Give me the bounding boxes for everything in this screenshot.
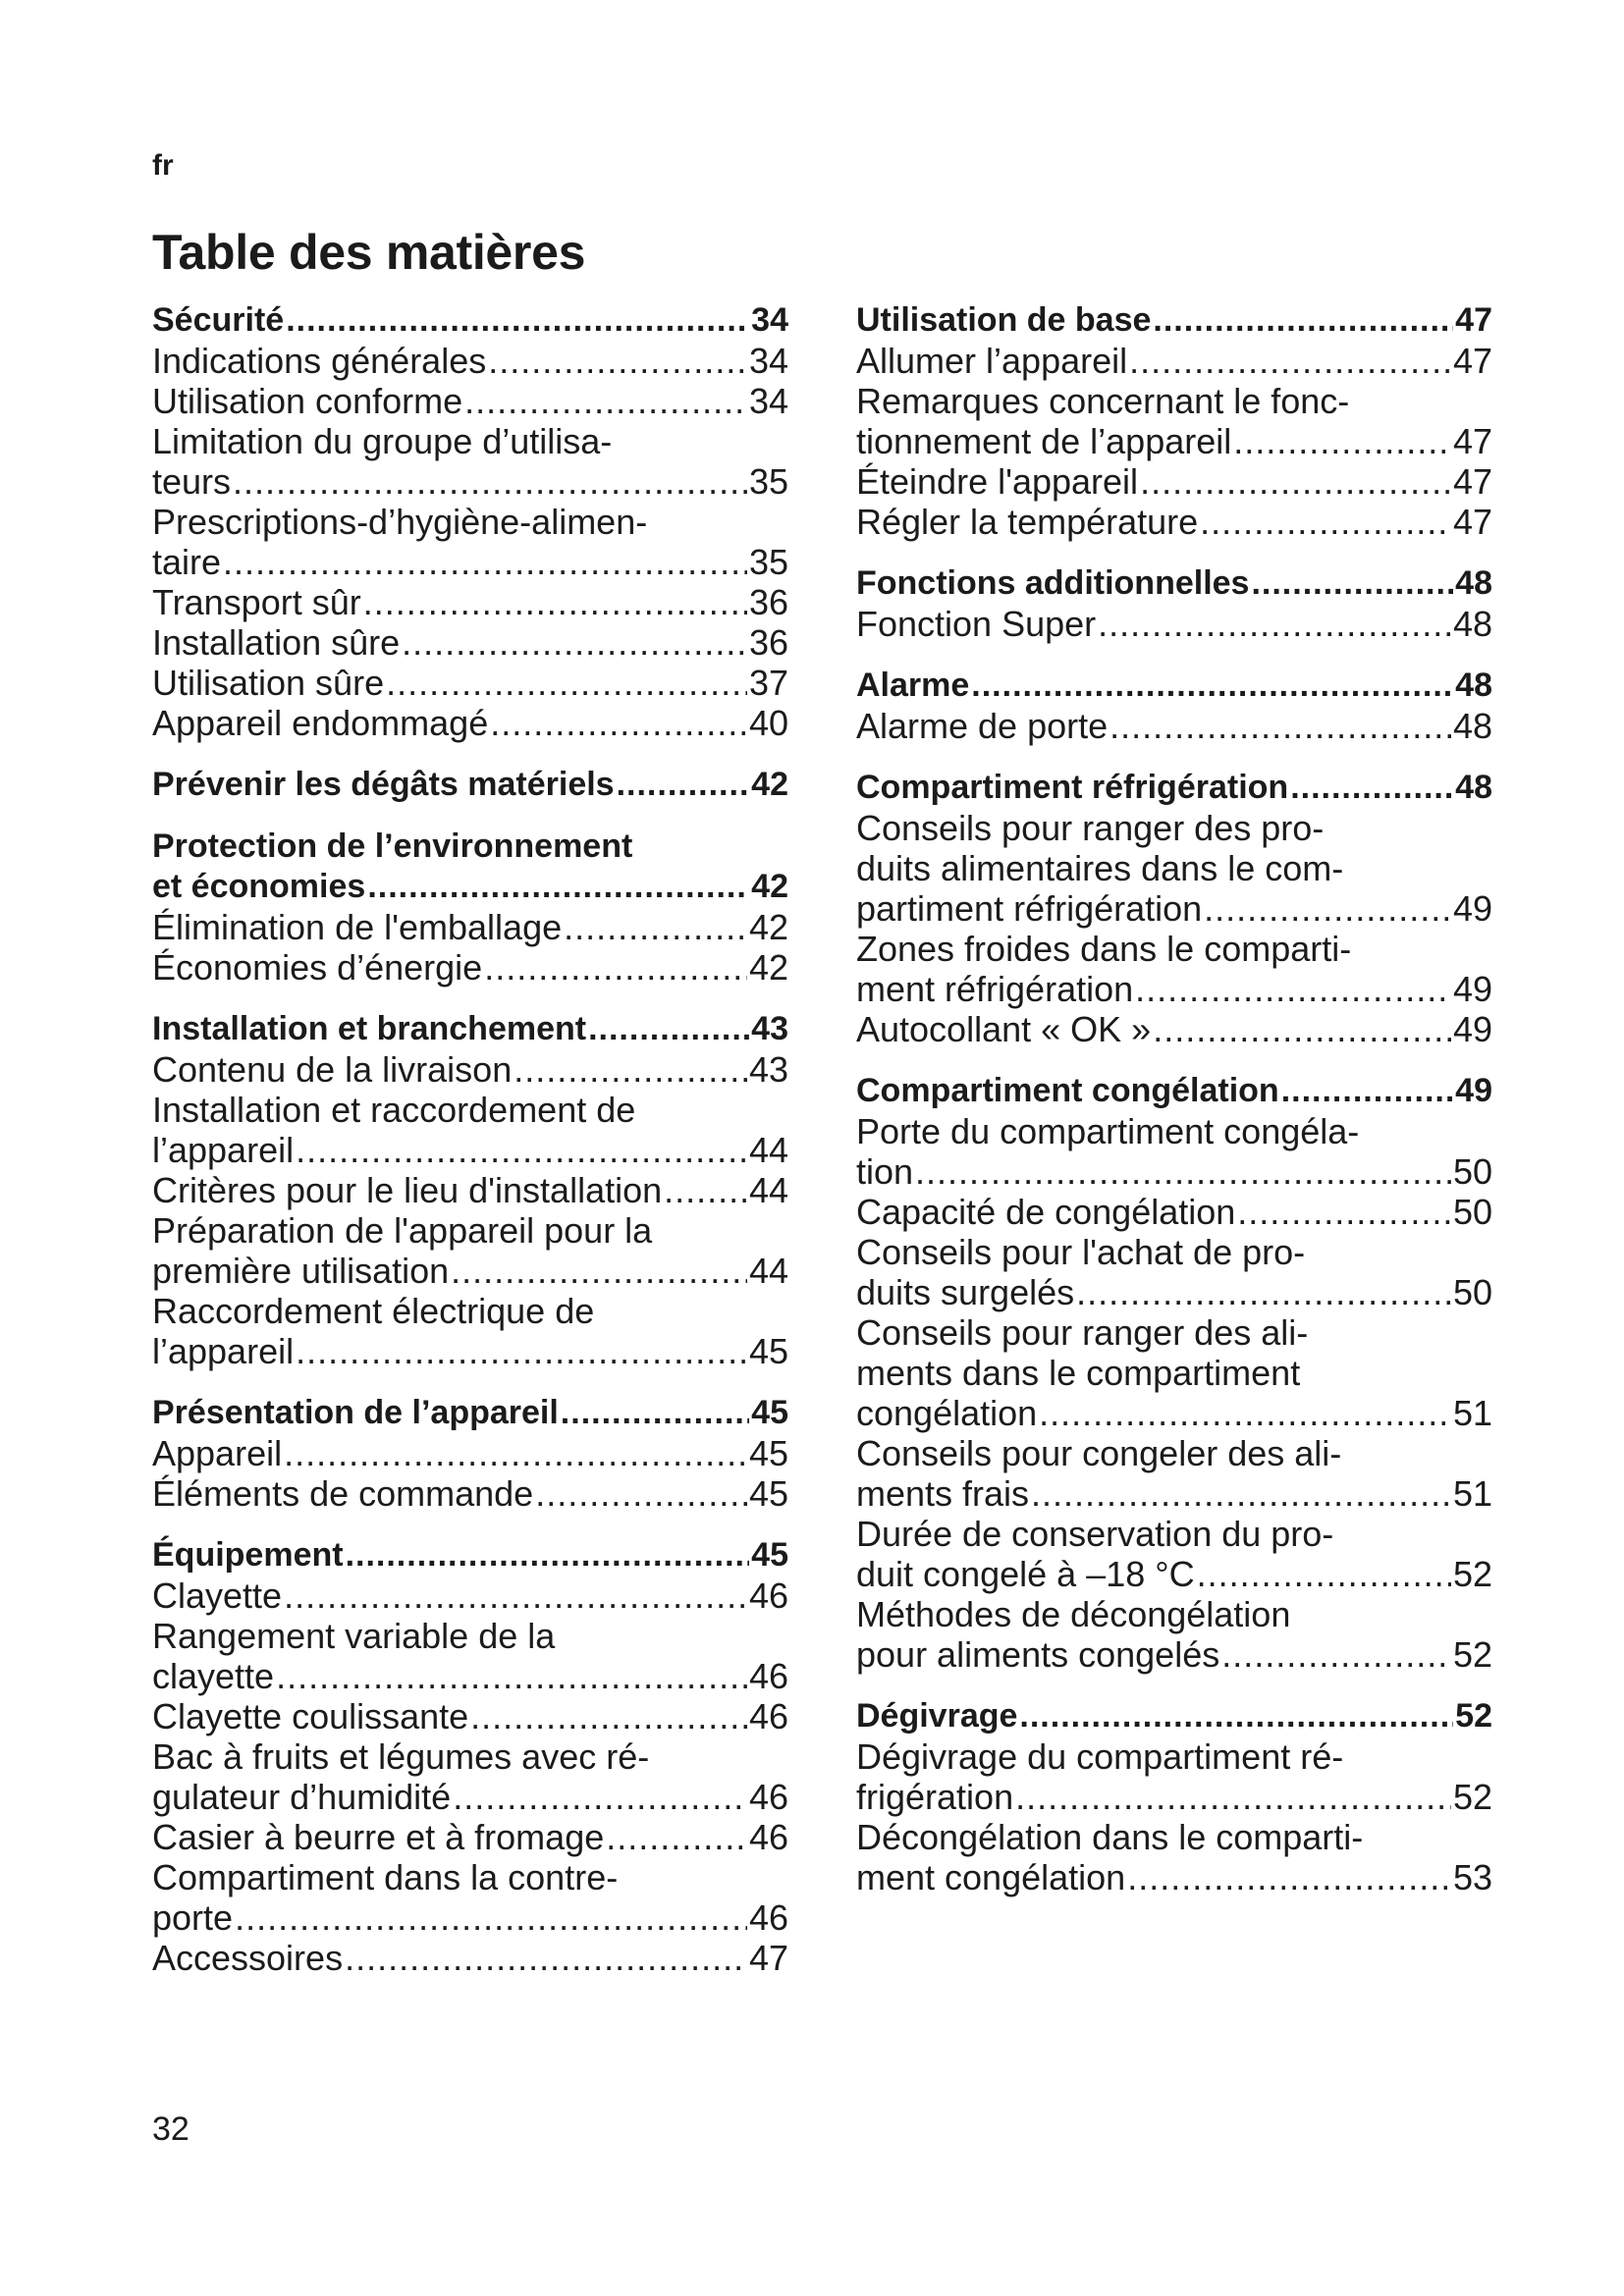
toc-entry-page: 49 (1452, 1009, 1492, 1049)
toc-entry-label: Appareil endommagé (152, 703, 489, 743)
toc-section-heading-page: 48 (1455, 564, 1492, 602)
toc-section-heading[interactable] (856, 300, 1492, 341)
toc-section (152, 1009, 788, 1371)
toc-entry-page: 46 (748, 1696, 788, 1736)
leader-dots (561, 1393, 749, 1433)
leader-dots (223, 542, 747, 582)
toc-column-right (856, 300, 1492, 1919)
toc-entry-label: Appareil (152, 1433, 283, 1473)
leader-dots (664, 1170, 747, 1210)
toc-entry[interactable] (856, 1634, 1492, 1675)
toc-section (856, 666, 1492, 746)
toc-entry-label: ment congélation (856, 1857, 1126, 1897)
toc-section-heading-label: Équipement (152, 1536, 344, 1574)
toc-section-heading-label: Compartiment réfrigération (856, 769, 1289, 806)
toc-entry[interactable] (856, 1473, 1492, 1514)
toc-entry[interactable] (152, 542, 788, 582)
toc-entry-page: 34 (748, 341, 788, 381)
toc-entry-label: Autocollant « OK » (856, 1009, 1152, 1049)
toc-entry-page: 37 (748, 663, 788, 703)
toc-entry-page: 45 (748, 1433, 788, 1473)
toc-section (856, 563, 1492, 644)
toc-entry[interactable] (152, 907, 788, 947)
toc-entry-page: 35 (748, 542, 788, 582)
toc-entry[interactable] (152, 1696, 788, 1736)
leader-dots (971, 666, 1453, 706)
toc-section-heading-label: Utilisation de base (856, 301, 1152, 339)
toc-entry-label: Clayette (152, 1575, 283, 1616)
toc-entry-label: pour aliments congelés (856, 1634, 1220, 1675)
toc-section (152, 1393, 788, 1514)
leader-dots (284, 1575, 747, 1616)
leader-dots (1098, 604, 1451, 644)
toc-entry-label: Éteindre l'appareil (856, 461, 1139, 502)
toc-entry-label: Critères pour le lieu d'installation (152, 1170, 663, 1210)
toc-entry[interactable] (152, 461, 788, 502)
toc-section (856, 300, 1492, 542)
toc-entry[interactable]: Dégivrage du compartiment ré- (856, 1736, 1344, 1777)
toc-entry-label: première utilisation (152, 1251, 450, 1291)
toc-section-heading[interactable] (152, 867, 788, 907)
toc-entry-page: 46 (748, 1575, 788, 1616)
toc-entry[interactable]: Compartiment dans la contre- (152, 1857, 619, 1897)
leader-dots (1237, 1192, 1451, 1232)
toc-entry-page: 48 (1452, 604, 1492, 644)
toc-entry-label: ments frais (856, 1473, 1030, 1514)
toc-entry[interactable] (152, 1777, 788, 1817)
toc-entry-label: frigération (856, 1777, 1014, 1817)
toc-entry-label: Éléments de commande (152, 1473, 534, 1514)
toc-entry-page: 34 (748, 381, 788, 421)
toc-entry[interactable] (856, 888, 1492, 929)
toc-entry[interactable] (152, 1897, 788, 1938)
toc-entry-label: Alarme de porte (856, 706, 1109, 746)
toc-entry[interactable]: Conseils pour ranger des pro- (856, 808, 1325, 848)
toc-entry-page: 44 (748, 1170, 788, 1210)
toc-entry[interactable] (856, 1554, 1492, 1594)
toc-section-heading-page: 45 (751, 1394, 788, 1431)
leader-dots (345, 1938, 747, 1978)
toc-section-heading-page: 48 (1455, 667, 1492, 704)
toc-entry-page: 42 (748, 907, 788, 947)
toc-entry-page: 46 (748, 1817, 788, 1857)
toc-entry[interactable]: Conseils pour ranger des ali- (856, 1312, 1309, 1353)
leader-dots (1197, 1554, 1451, 1594)
leader-dots (386, 663, 747, 703)
leader-dots (296, 1130, 747, 1170)
leader-dots (588, 1009, 749, 1049)
toc-entry[interactable]: Zones froides dans le comparti- (856, 929, 1352, 969)
leader-dots (1153, 1009, 1451, 1049)
toc-entry-label: teurs (152, 461, 232, 502)
toc-entry-page: 52 (1452, 1777, 1492, 1817)
toc-entry[interactable] (856, 421, 1492, 461)
toc-section (152, 827, 788, 988)
toc-entry[interactable] (152, 1938, 788, 1978)
toc-entry-label: duit congelé à –18 °C (856, 1554, 1195, 1594)
language-code: fr (152, 149, 174, 182)
toc-entry-page: 51 (1452, 1473, 1492, 1514)
toc-section-heading[interactable] (152, 1009, 788, 1049)
leader-dots (1290, 768, 1453, 808)
toc-entry-page: 35 (748, 461, 788, 502)
toc-entry-label: gulateur d’humidité (152, 1777, 452, 1817)
toc-section-heading[interactable] (856, 666, 1492, 706)
toc-section-heading-page: 47 (1455, 301, 1492, 339)
toc-entry-label: Capacité de congélation (856, 1192, 1236, 1232)
leader-dots (1127, 1857, 1451, 1897)
toc-entry-label: tion (856, 1151, 914, 1192)
toc-section-heading-label: et économies (152, 868, 366, 905)
toc-section (856, 768, 1492, 1049)
toc-entry-page: 36 (748, 582, 788, 622)
leader-dots (451, 1251, 747, 1291)
leader-dots (490, 703, 747, 743)
toc-entry-label: Régler la température (856, 502, 1199, 542)
toc-section-heading-label: Présentation de l’appareil (152, 1394, 559, 1431)
leader-dots (233, 461, 747, 502)
leader-dots (484, 947, 747, 988)
toc-entry[interactable]: Conseils pour congeler des ali- (856, 1433, 1342, 1473)
toc-entry[interactable]: Installation et raccordement de (152, 1090, 636, 1130)
toc-entry[interactable] (856, 341, 1492, 381)
leader-dots (488, 341, 747, 381)
leader-dots (1019, 1696, 1453, 1736)
toc-entry[interactable] (856, 706, 1492, 746)
toc-entry-label: congélation (856, 1393, 1038, 1433)
toc-entry-page: 46 (748, 1656, 788, 1696)
toc-entry[interactable] (152, 341, 788, 381)
toc-entry-label: Transport sûr (152, 582, 361, 622)
leader-dots (235, 1897, 747, 1938)
toc-entry[interactable] (152, 1170, 788, 1210)
toc-entry[interactable] (152, 381, 788, 421)
toc-section-heading-page: 43 (751, 1010, 788, 1047)
toc-entry-label: Fonction Super (856, 604, 1097, 644)
toc-section-heading[interactable] (856, 563, 1492, 604)
toc-entry-page: 50 (1452, 1272, 1492, 1312)
toc-entry-label: taire (152, 542, 222, 582)
toc-entry-page: 52 (1452, 1634, 1492, 1675)
toc-entry-page: 42 (748, 947, 788, 988)
toc-section-heading[interactable] (856, 768, 1492, 808)
toc-entry-label: Accessoires (152, 1938, 344, 1978)
toc-entry-page: 40 (748, 703, 788, 743)
page-title: Table des matières (152, 225, 586, 280)
toc-entry-label: partiment réfrigération (856, 888, 1203, 929)
toc-entry-label: Utilisation sûre (152, 663, 385, 703)
toc-entry-page: 49 (1452, 888, 1492, 929)
toc-entry-page: 43 (748, 1049, 788, 1090)
toc-section-heading-label: Compartiment congélation (856, 1072, 1279, 1109)
toc-entry-label: l’appareil (152, 1331, 295, 1371)
toc-entry-page: 36 (748, 622, 788, 663)
toc-entry-page: 46 (748, 1777, 788, 1817)
leader-dots (363, 582, 747, 622)
leader-dots (276, 1656, 747, 1696)
toc-entry[interactable]: Durée de conservation du pro- (856, 1514, 1334, 1554)
toc-section-heading[interactable] (152, 765, 788, 805)
leader-dots (1221, 1634, 1451, 1675)
toc-entry-label: porte (152, 1897, 234, 1938)
toc-entry-label: ment réfrigération (856, 969, 1134, 1009)
toc-entry-label: Clayette coulissante (152, 1696, 469, 1736)
toc-section-heading-page: 52 (1455, 1697, 1492, 1735)
toc-entry-label: Élimination de l'emballage (152, 907, 563, 947)
toc-entry-label: Casier à beurre et à fromage (152, 1817, 605, 1857)
toc-section-heading-page: 42 (751, 868, 788, 905)
leader-dots (367, 867, 749, 907)
toc-entry-label: l’appareil (152, 1130, 295, 1170)
leader-dots (1015, 1777, 1451, 1817)
leader-dots (402, 622, 747, 663)
toc-section-heading[interactable] (856, 1071, 1492, 1111)
toc-entry-page: 50 (1452, 1151, 1492, 1192)
leader-dots (284, 1433, 747, 1473)
leader-dots (1204, 888, 1451, 929)
toc-entry-page: 45 (748, 1331, 788, 1371)
toc-section-heading-page: 48 (1455, 769, 1492, 806)
toc-entry[interactable] (856, 1777, 1492, 1817)
toc-entry[interactable] (856, 502, 1492, 542)
leader-dots (1153, 300, 1453, 341)
toc-entry[interactable] (856, 1393, 1492, 1433)
toc-section (152, 300, 788, 743)
leader-dots (1135, 969, 1451, 1009)
toc-entry[interactable]: Raccordement électrique de (152, 1291, 595, 1331)
toc-section (856, 1071, 1492, 1675)
leader-dots (1251, 563, 1453, 604)
toc-entry[interactable]: Conseils pour l'achat de pro- (856, 1232, 1306, 1272)
toc-entry[interactable] (152, 1656, 788, 1696)
toc-section-heading-page: 34 (751, 301, 788, 339)
toc-section-heading[interactable] (856, 1696, 1492, 1736)
toc-entry[interactable] (152, 1049, 788, 1090)
toc-section-heading[interactable] (152, 1393, 788, 1433)
toc-entry[interactable]: Décongélation dans le comparti- (856, 1817, 1364, 1857)
leader-dots (564, 907, 747, 947)
page-number: 32 (152, 2110, 189, 2148)
toc-section-heading-label: Dégivrage (856, 1697, 1018, 1735)
leader-dots (1110, 706, 1451, 746)
toc-section (856, 1696, 1492, 1897)
toc-entry-page: 47 (1452, 461, 1492, 502)
toc-entry[interactable] (152, 1575, 788, 1616)
toc-entry[interactable] (152, 1817, 788, 1857)
toc-entry[interactable] (152, 582, 788, 622)
leader-dots (1200, 502, 1451, 542)
leader-dots (514, 1049, 747, 1090)
leader-dots (1281, 1071, 1453, 1111)
toc-entry-page: 47 (1452, 341, 1492, 381)
toc-entry-page: 46 (748, 1897, 788, 1938)
toc-entry[interactable]: Préparation de l'appareil pour la (152, 1210, 653, 1251)
toc-entry-page: 53 (1452, 1857, 1492, 1897)
toc-entry-label: tionnement de l’appareil (856, 421, 1232, 461)
toc-entry[interactable] (856, 969, 1492, 1009)
toc-entry-label: Utilisation conforme (152, 381, 463, 421)
leader-dots (296, 1331, 747, 1371)
toc-entry[interactable] (152, 622, 788, 663)
leader-dots (535, 1473, 747, 1514)
toc-entry-label: Indications générales (152, 341, 487, 381)
toc-section (152, 765, 788, 805)
toc-entry-page: 52 (1452, 1554, 1492, 1594)
toc-section-heading-label: Fonctions additionnelles (856, 564, 1250, 602)
toc-entry-page: 44 (748, 1130, 788, 1170)
toc-entry[interactable]: ments dans le compartiment (856, 1353, 1301, 1393)
toc-entry[interactable] (856, 1192, 1492, 1232)
toc-entry-label: Contenu de la livraison (152, 1049, 513, 1090)
leader-dots (1233, 421, 1451, 461)
leader-dots (617, 765, 750, 805)
leader-dots (286, 300, 749, 341)
toc-entry[interactable]: Méthodes de décongélation (856, 1594, 1291, 1634)
toc-entry[interactable]: Remarques concernant le fonc- (856, 381, 1350, 421)
toc-entry[interactable] (152, 663, 788, 703)
toc-entry[interactable]: Limitation du groupe d’utilisa- (152, 421, 613, 461)
toc-section-heading-page: 42 (751, 766, 788, 803)
toc-section-heading[interactable] (152, 300, 788, 341)
toc-entry-label: duits surgelés (856, 1272, 1075, 1312)
toc-entry-page: 47 (748, 1938, 788, 1978)
leader-dots (1129, 341, 1451, 381)
toc-section-heading-page: 49 (1455, 1072, 1492, 1109)
toc-entry[interactable] (856, 1151, 1492, 1192)
toc-entry[interactable] (152, 1130, 788, 1170)
toc-entry-page: 47 (1452, 502, 1492, 542)
toc-entry[interactable]: Prescriptions-d’hygiène-alimen- (152, 502, 648, 542)
toc-section-heading-page: 45 (751, 1536, 788, 1574)
leader-dots (606, 1817, 747, 1857)
toc-entry[interactable]: Bac à fruits et légumes avec ré- (152, 1736, 650, 1777)
toc-column-left (152, 300, 788, 2000)
toc-entry[interactable] (856, 1857, 1492, 1897)
leader-dots (1031, 1473, 1451, 1514)
toc-section-heading-label: Prévenir les dégâts matériels (152, 766, 615, 803)
toc-entry[interactable] (152, 1331, 788, 1371)
toc-entry-label: clayette (152, 1656, 275, 1696)
toc-section-heading-label: Sécurité (152, 301, 285, 339)
toc-entry[interactable] (152, 1433, 788, 1473)
toc-entry-label: Allumer l’appareil (856, 341, 1128, 381)
leader-dots (346, 1535, 750, 1575)
toc-entry-page: 45 (748, 1473, 788, 1514)
toc-entry[interactable]: Rangement variable de la (152, 1616, 556, 1656)
toc-entry[interactable]: duits alimentaires dans le com- (856, 848, 1344, 888)
toc-entry-page: 51 (1452, 1393, 1492, 1433)
toc-section (152, 1535, 788, 1978)
leader-dots (1076, 1272, 1451, 1312)
toc-section-heading: Protection de l’environnement (152, 828, 633, 865)
toc-section-heading-label: Alarme (856, 667, 970, 704)
leader-dots (453, 1777, 747, 1817)
toc-entry[interactable] (152, 947, 788, 988)
toc-entry[interactable] (152, 1251, 788, 1291)
toc-entry-label: Installation sûre (152, 622, 401, 663)
toc-entry-label: Économies d’énergie (152, 947, 483, 988)
toc-section-heading[interactable] (152, 1535, 788, 1575)
toc-entry-page: 44 (748, 1251, 788, 1291)
leader-dots (1140, 461, 1451, 502)
leader-dots (470, 1696, 747, 1736)
toc-entry-page: 48 (1452, 706, 1492, 746)
toc-entry[interactable] (856, 461, 1492, 502)
leader-dots (915, 1151, 1451, 1192)
toc-entry[interactable] (152, 703, 788, 743)
toc-entry[interactable] (856, 604, 1492, 644)
toc-entry-page: 50 (1452, 1192, 1492, 1232)
toc-entry[interactable]: Porte du compartiment congéla- (856, 1111, 1360, 1151)
toc-entry-page: 47 (1452, 421, 1492, 461)
toc-entry[interactable] (856, 1272, 1492, 1312)
toc-entry-page: 49 (1452, 969, 1492, 1009)
toc-entry[interactable] (856, 1009, 1492, 1049)
leader-dots (464, 381, 747, 421)
toc-section-heading-label: Installation et branchement (152, 1010, 587, 1047)
toc-entry[interactable] (152, 1473, 788, 1514)
leader-dots (1039, 1393, 1451, 1433)
